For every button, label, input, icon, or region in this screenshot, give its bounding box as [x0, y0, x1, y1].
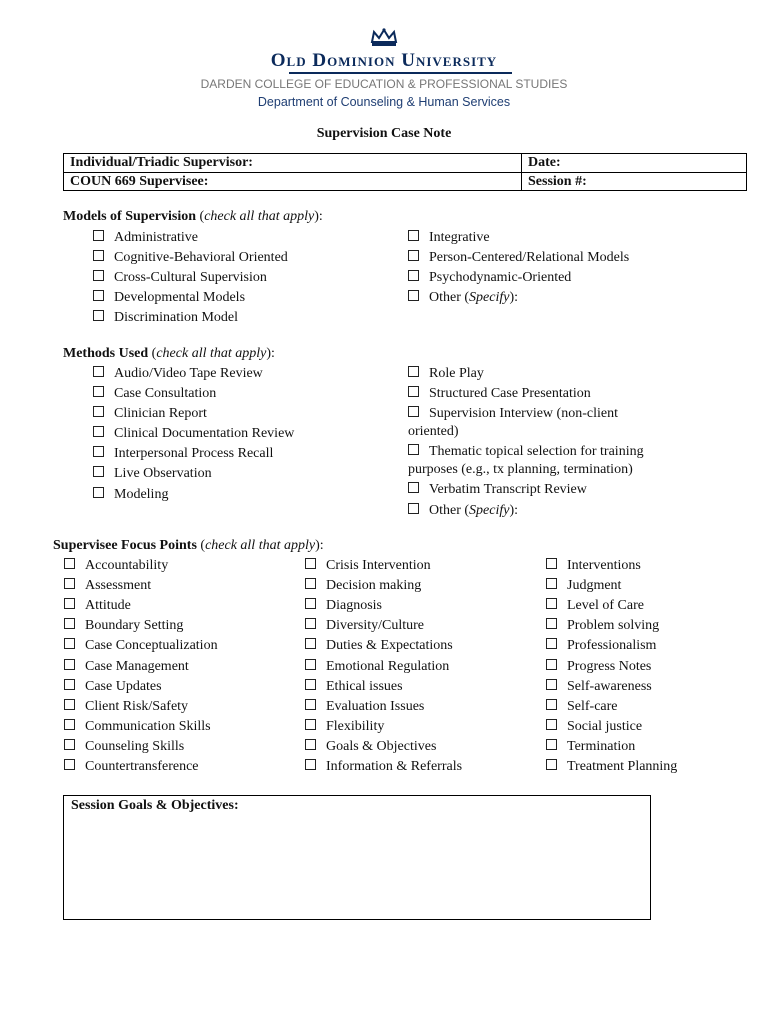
checkbox-icon[interactable] [64, 739, 75, 750]
checkbox-icon[interactable] [64, 598, 75, 609]
methods-heading: Methods Used (check all that apply): [63, 346, 275, 361]
focus-checkbox[interactable]: Duties & Expectations [305, 637, 453, 655]
focus-checkbox[interactable]: Social justice [546, 718, 642, 736]
checkbox-icon[interactable] [408, 366, 419, 377]
model-other-checkbox[interactable]: Other (Specify): [408, 289, 518, 307]
focus-checkbox[interactable]: Level of Care [546, 597, 644, 615]
method-checkbox[interactable]: Live Observation [93, 465, 212, 483]
checkbox-icon[interactable] [64, 578, 75, 589]
method-checkbox[interactable]: Structured Case Presentation [408, 385, 591, 403]
checkbox-icon[interactable] [305, 578, 316, 589]
checkbox-icon[interactable] [305, 699, 316, 710]
session-info-table [63, 153, 747, 191]
method-checkbox[interactable]: Case Consultation [93, 385, 216, 403]
session-number-field[interactable]: Session #: [528, 174, 587, 189]
method-other-checkbox[interactable]: Other (Specify): [408, 502, 518, 520]
checkbox-icon[interactable] [305, 659, 316, 670]
checkbox-icon[interactable] [408, 503, 419, 514]
model-checkbox[interactable]: Discrimination Model [93, 309, 238, 327]
checkbox-icon[interactable] [93, 426, 104, 437]
focus-checkbox[interactable]: Case Management [64, 658, 189, 676]
focus-checkbox[interactable]: Communication Skills [64, 718, 211, 736]
focus-checkbox[interactable]: Termination [546, 738, 635, 756]
checkbox-icon[interactable] [305, 739, 316, 750]
session-goals-label: Session Goals & Objectives: [71, 798, 239, 813]
focus-checkbox[interactable]: Evaluation Issues [305, 698, 424, 716]
checkbox-icon[interactable] [93, 487, 104, 498]
focus-checkbox[interactable]: Problem solving [546, 617, 659, 635]
method-checkbox[interactable]: Supervision Interview (non-client oriented) [408, 406, 618, 439]
checkbox-icon[interactable] [64, 659, 75, 670]
focus-heading: Supervisee Focus Points (check all that apply): [53, 538, 324, 553]
checkbox-icon[interactable] [64, 558, 75, 569]
form-title: Supervision Case Note [316, 126, 452, 141]
checkbox-icon[interactable] [93, 290, 104, 301]
focus-checkbox[interactable]: Crisis Intervention [305, 557, 431, 575]
checkbox-icon[interactable] [546, 699, 557, 710]
focus-checkbox[interactable]: Boundary Setting [64, 617, 183, 635]
model-checkbox[interactable]: Administrative [93, 229, 198, 247]
focus-checkbox[interactable]: Countertransference [64, 758, 199, 776]
focus-checkbox[interactable]: Accountability [64, 557, 168, 575]
checkbox-icon[interactable] [93, 446, 104, 457]
method-checkbox[interactable]: Verbatim Transcript Review [408, 481, 587, 499]
checkbox-icon[interactable] [408, 270, 419, 281]
checkbox-icon[interactable] [546, 638, 557, 649]
model-checkbox[interactable]: Cross-Cultural Supervision [93, 269, 267, 287]
model-checkbox[interactable]: Psychodynamic-Oriented [408, 269, 571, 287]
checkbox-icon[interactable] [546, 719, 557, 730]
university-crest-icon [369, 28, 399, 48]
focus-checkbox[interactable]: Case Updates [64, 678, 162, 696]
checkbox-icon[interactable] [93, 310, 104, 321]
focus-checkbox[interactable]: Diagnosis [305, 597, 382, 615]
focus-checkbox[interactable]: Counseling Skills [64, 738, 184, 756]
method-checkbox[interactable]: Interpersonal Process Recall [93, 445, 273, 463]
checkbox-icon[interactable] [93, 270, 104, 281]
supervisee-field[interactable]: COUN 669 Supervisee: [70, 174, 209, 189]
checkbox-icon[interactable] [408, 406, 419, 417]
checkbox-icon[interactable] [305, 558, 316, 569]
checkbox-icon[interactable] [93, 230, 104, 241]
focus-checkbox[interactable]: Flexibility [305, 718, 384, 736]
focus-checkbox[interactable]: Ethical issues [305, 678, 403, 696]
university-name: Old Dominion University [270, 50, 498, 71]
checkbox-icon[interactable] [408, 444, 419, 455]
checkbox-icon[interactable] [546, 739, 557, 750]
checkbox-icon[interactable] [408, 230, 419, 241]
checkbox-icon[interactable] [408, 250, 419, 261]
focus-checkbox[interactable]: Self-awareness [546, 678, 652, 696]
checkbox-icon[interactable] [305, 759, 316, 770]
checkbox-icon[interactable] [64, 699, 75, 710]
focus-checkbox[interactable]: Goals & Objectives [305, 738, 436, 756]
method-checkbox[interactable]: Thematic topical selection for training purposes (e.g., tx planning, termination) [408, 444, 644, 477]
model-checkbox[interactable]: Cognitive-Behavioral Oriented [93, 249, 288, 267]
method-checkbox[interactable]: Modeling [93, 486, 168, 504]
checkbox-icon[interactable] [305, 618, 316, 629]
focus-checkbox[interactable]: Judgment [546, 577, 621, 595]
focus-checkbox[interactable]: Information & Referrals [305, 758, 462, 776]
checkbox-icon[interactable] [546, 759, 557, 770]
focus-checkbox[interactable]: Case Conceptualization [64, 637, 218, 655]
checkbox-icon[interactable] [93, 406, 104, 417]
checkbox-icon[interactable] [305, 679, 316, 690]
models-heading: Models of Supervision (check all that apply): [63, 209, 323, 224]
checkbox-icon[interactable] [546, 558, 557, 569]
checkbox-icon[interactable] [546, 598, 557, 609]
university-underline [289, 72, 512, 74]
college-name: DARDEN COLLEGE OF EDUCATION & PROFESSIONAL STUDIES [200, 77, 568, 91]
checkbox-icon[interactable] [546, 679, 557, 690]
focus-checkbox[interactable]: Attitude [64, 597, 131, 615]
focus-checkbox[interactable]: Decision making [305, 577, 421, 595]
checkbox-icon[interactable] [305, 719, 316, 730]
session-goals-box[interactable] [63, 795, 651, 920]
checkbox-icon[interactable] [408, 386, 419, 397]
checkbox-icon[interactable] [305, 638, 316, 649]
checkbox-icon[interactable] [546, 659, 557, 670]
checkbox-icon[interactable] [93, 366, 104, 377]
checkbox-icon[interactable] [64, 759, 75, 770]
focus-checkbox[interactable]: Assessment [64, 577, 151, 595]
checkbox-icon[interactable] [64, 618, 75, 629]
checkbox-icon[interactable] [93, 386, 104, 397]
supervisor-field[interactable]: Individual/Triadic Supervisor: [70, 155, 253, 170]
model-checkbox[interactable]: Integrative [408, 229, 490, 247]
focus-checkbox[interactable]: Self-care [546, 698, 618, 716]
checkbox-icon[interactable] [305, 598, 316, 609]
focus-checkbox[interactable]: Progress Notes [546, 658, 651, 676]
focus-checkbox[interactable]: Emotional Regulation [305, 658, 449, 676]
model-checkbox[interactable]: Developmental Models [93, 289, 245, 307]
checkbox-icon[interactable] [408, 290, 419, 301]
checkbox-icon[interactable] [93, 250, 104, 261]
method-checkbox[interactable]: Role Play [408, 365, 484, 383]
checkbox-icon[interactable] [546, 618, 557, 629]
table-divider [64, 172, 746, 173]
focus-checkbox[interactable]: Interventions [546, 557, 641, 575]
checkbox-icon[interactable] [64, 638, 75, 649]
checkbox-icon[interactable] [64, 719, 75, 730]
focus-checkbox[interactable]: Professionalism [546, 637, 656, 655]
checkbox-icon[interactable] [546, 578, 557, 589]
checkbox-icon[interactable] [93, 466, 104, 477]
method-checkbox[interactable]: Clinician Report [93, 405, 207, 423]
focus-checkbox[interactable]: Client Risk/Safety [64, 698, 188, 716]
focus-checkbox[interactable]: Treatment Planning [546, 758, 677, 776]
method-checkbox[interactable]: Audio/Video Tape Review [93, 365, 263, 383]
model-checkbox[interactable]: Person-Centered/Relational Models [408, 249, 629, 267]
focus-checkbox[interactable]: Diversity/Culture [305, 617, 424, 635]
method-checkbox[interactable]: Clinical Documentation Review [93, 425, 294, 443]
department-name: Department of Counseling & Human Services [257, 95, 511, 109]
checkbox-icon[interactable] [64, 679, 75, 690]
checkbox-icon[interactable] [408, 482, 419, 493]
date-field[interactable]: Date: [528, 155, 561, 170]
